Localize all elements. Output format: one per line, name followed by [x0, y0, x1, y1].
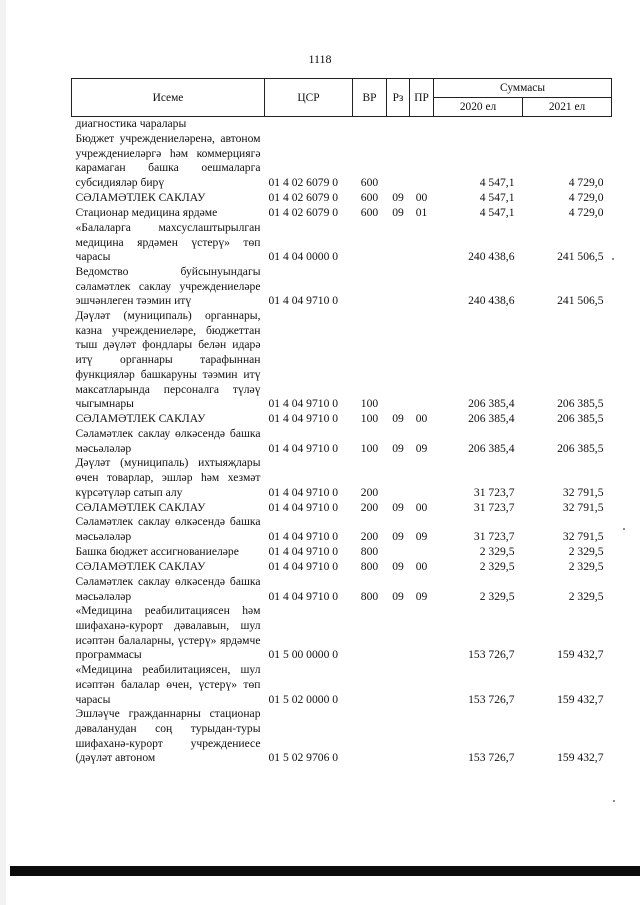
row-rz: [387, 663, 410, 707]
row-csr: 01 4 04 9710 0: [268, 589, 339, 603]
row-sum-2020: 31 723,7: [473, 500, 515, 514]
row-name: Сәламәтлек саклау өлкәсендә башка мәсьәләләр: [75, 426, 261, 455]
row-pr: 00: [415, 412, 428, 426]
scan-speck: [612, 258, 614, 260]
row-name: «Медицина реабилитациясен, шул исәптән балалар өчен, үстерү» төп чарасы: [75, 663, 261, 706]
row-sum-2020: 4 547,1: [479, 176, 515, 190]
row-sum-2021: 32 791,5: [562, 500, 604, 514]
row-csr: 01 4 04 0000 0: [268, 250, 339, 264]
row-pr: 09: [415, 589, 428, 603]
row-sum-2020: 153 726,7: [468, 751, 515, 765]
header-vr: ВР: [353, 79, 387, 117]
row-name: Бюджет учреждениеләренә, автоном учреждениеләргә һәм коммерциягә карамаган башка оешмаларга субсидияләр бирү: [75, 132, 261, 190]
row-name: Эшләүче гражданнарны стационар дәваланудан соң турыдан-туры шифаханә-курорт учреждениесе (дәүләт автоном: [75, 707, 261, 765]
row-sum-2020: 4 547,1: [479, 206, 515, 220]
table-row: [72, 707, 612, 766]
row-pr: 09: [415, 530, 428, 544]
row-csr: 01 4 04 9710 0: [268, 485, 339, 499]
row-vr: [353, 265, 387, 309]
row-sum-2020: 31 723,7: [473, 530, 515, 544]
row-csr: 01 4 04 9710 0: [268, 412, 339, 426]
row-vr: [353, 707, 387, 766]
row-sum-2021: 206 385,5: [557, 412, 604, 426]
table-row: [72, 191, 612, 206]
table-row: [72, 545, 612, 560]
row-sum-2021: 206 385,5: [557, 441, 604, 455]
row-csr: [265, 117, 353, 133]
row-csr: 01 5 02 0000 0: [268, 692, 339, 706]
row-name: «Балаларга махсуслаштырылган медицина ярдәмен үстерү» төп чарасы: [75, 220, 261, 264]
row-name: СӘЛАМӘТЛЕК САКЛАУ: [75, 191, 206, 205]
row-pr: 01: [415, 206, 428, 220]
row-name: «Медицина реабилитациясен һәм шифаханә-курорт дәвалавын, шул исәптән балаларны, үстерү» ярдәмче программасы: [75, 604, 261, 662]
row-rz: 09: [392, 191, 404, 205]
row-name: диагностика чаралары: [75, 117, 187, 131]
row-name: СӘЛАМӘТЛЕК САКЛАУ: [75, 500, 206, 514]
row-csr: 01 4 04 9710 0: [268, 560, 339, 574]
header-year-2021: 2021 ел: [523, 98, 612, 117]
row-vr: 100: [360, 441, 379, 455]
row-pr: [410, 604, 434, 663]
row-sum-2021: 2 329,5: [568, 545, 604, 559]
row-sum-2021: 159 432,7: [557, 692, 604, 706]
row-vr: 200: [360, 530, 379, 544]
row-sum-2020: 2 329,5: [479, 589, 515, 603]
row-sum-2020: [434, 117, 523, 133]
row-sum-2021: 4 729,0: [568, 176, 604, 190]
table-row: [72, 560, 612, 575]
table-row: [72, 412, 612, 427]
row-pr: [410, 545, 434, 560]
row-csr: 01 4 02 6079 0: [268, 191, 339, 205]
row-sum-2020: 206 385,4: [468, 397, 515, 411]
row-name: Стационар медицина ярдәме: [75, 206, 218, 220]
row-csr: 01 4 02 6079 0: [268, 206, 339, 220]
row-vr: 800: [360, 560, 379, 574]
table-row: [72, 456, 612, 500]
row-sum-2020: 153 726,7: [468, 692, 515, 706]
row-csr: 01 5 00 0000 0: [268, 648, 339, 662]
table-row: [72, 500, 612, 515]
row-name: Сәламәтлек саклау өлкәсендә башка мәсьәләләр: [75, 574, 261, 603]
page-number: 1118: [308, 52, 332, 66]
scan-speck: [613, 800, 615, 802]
row-name: Дәүләт (муниципаль) ихтыяҗлары өчен товарлар, эшләр һәм хезмәт күрсәтүләр сатып алу: [75, 456, 261, 499]
row-vr: 600: [360, 206, 379, 220]
row-sum-2020: 240 438,6: [468, 294, 515, 308]
row-rz: [387, 309, 410, 412]
row-sum-2020: 2 329,5: [479, 560, 515, 574]
scan-left-edge: [0, 0, 6, 905]
row-vr: 100: [360, 412, 379, 426]
header-rz: Рз: [387, 79, 410, 117]
row-sum-2020: 153 726,7: [468, 648, 515, 662]
row-rz: [387, 604, 410, 663]
table-row: [72, 515, 612, 544]
row-name: Башка бюджет ассигнованиеләре: [75, 545, 239, 559]
row-vr: [353, 221, 387, 265]
row-csr: 01 4 02 6079 0: [268, 176, 339, 190]
row-vr: [353, 117, 387, 133]
row-pr: [410, 265, 434, 309]
row-rz: 09: [392, 560, 404, 574]
header-sums: Суммасы: [434, 79, 612, 98]
table-row: [72, 221, 612, 265]
row-sum-2020: 4 547,1: [479, 191, 515, 205]
row-name: Ведомство буйсынуындагы сәламәтлек саклау учреждениеләре эшчәнлеген тәэмин итү: [75, 264, 261, 308]
row-vr: 800: [360, 545, 379, 559]
row-sum-2021: [523, 117, 612, 133]
header-pr: ПР: [410, 79, 434, 117]
header-year-2020: 2020 ел: [434, 98, 523, 117]
row-csr: 01 4 04 9710 0: [268, 500, 339, 514]
row-sum-2020: 206 385,4: [468, 441, 515, 455]
table-row: [72, 206, 612, 221]
row-vr: [353, 604, 387, 663]
row-sum-2021: 159 432,7: [557, 648, 604, 662]
scan-bottom-bar: [10, 866, 640, 876]
table-row: [72, 309, 612, 412]
budget-table: [71, 78, 612, 766]
table-row: [72, 575, 612, 604]
row-pr: [410, 707, 434, 766]
row-name: СӘЛАМӘТЛЕК САКЛАУ: [75, 412, 206, 426]
row-sum-2020: 2 329,5: [479, 545, 515, 559]
row-pr: [410, 663, 434, 707]
row-sum-2021: 206 385,5: [557, 397, 604, 411]
row-name: СӘЛАМӘТЛЕК САКЛАУ: [75, 560, 206, 574]
row-name: Дәүләт (муниципаль) органнары, казна учреждениеләре, бюджеттан тыш дәүләт фондлары белән идарә итү органнары тарафыннан функцияләр башкаруны тәэмин итү максатларында персоналга түләү чыгымнары: [75, 309, 261, 411]
row-sum-2020: 240 438,6: [468, 250, 515, 264]
row-sum-2021: 159 432,7: [557, 751, 604, 765]
row-sum-2021: 241 506,5: [557, 250, 604, 264]
row-vr: 100: [360, 397, 379, 411]
row-sum-2020: 31 723,7: [473, 485, 515, 499]
row-sum-2021: 2 329,5: [568, 560, 604, 574]
row-sum-2021: 32 791,5: [562, 530, 604, 544]
table-row: [72, 663, 612, 707]
row-pr: 09: [415, 441, 428, 455]
row-rz: 09: [392, 412, 404, 426]
row-rz: [387, 117, 410, 133]
row-vr: 200: [360, 500, 379, 514]
row-vr: 800: [360, 589, 379, 603]
row-csr: 01 5 02 9706 0: [268, 751, 339, 765]
row-pr: [410, 309, 434, 412]
row-pr: [410, 117, 434, 133]
row-vr: 600: [360, 191, 379, 205]
row-vr: 600: [360, 176, 379, 190]
row-rz: [387, 221, 410, 265]
table-body: [72, 117, 612, 767]
row-sum-2021: 32 791,5: [562, 485, 604, 499]
row-rz: 09: [392, 589, 404, 603]
row-rz: [387, 545, 410, 560]
header-csr: ЦСР: [265, 79, 353, 117]
header-name: Исеме: [72, 79, 265, 117]
row-sum-2021: 2 329,5: [568, 589, 604, 603]
row-name: Сәламәтлек саклау өлкәсендә башка мәсьәләләр: [75, 515, 261, 544]
row-csr: 01 4 04 9710 0: [268, 545, 339, 559]
table-row: [72, 265, 612, 309]
row-pr: [410, 132, 434, 191]
row-pr: [410, 221, 434, 265]
row-rz: [387, 265, 410, 309]
row-vr: [353, 663, 387, 707]
row-rz: 09: [392, 530, 404, 544]
row-csr: 01 4 04 9710 0: [268, 441, 339, 455]
row-csr: 01 4 04 9710 0: [268, 294, 339, 308]
row-csr: 01 4 04 9710 0: [268, 397, 339, 411]
row-sum-2020: 206 385,4: [468, 412, 515, 426]
row-pr: 00: [415, 500, 428, 514]
row-rz: 09: [392, 206, 404, 220]
table-row: [72, 117, 612, 133]
row-pr: [410, 456, 434, 500]
row-rz: [387, 132, 410, 191]
row-pr: 00: [415, 560, 428, 574]
row-vr: 200: [360, 485, 379, 499]
row-pr: 00: [415, 191, 428, 205]
row-csr: 01 4 04 9710 0: [268, 530, 339, 544]
row-rz: [387, 456, 410, 500]
row-sum-2021: 4 729,0: [568, 191, 604, 205]
row-rz: 09: [392, 441, 404, 455]
row-rz: [387, 707, 410, 766]
row-sum-2021: 4 729,0: [568, 206, 604, 220]
row-sum-2021: 241 506,5: [557, 294, 604, 308]
table-row: [72, 132, 612, 191]
table-row: [72, 604, 612, 663]
row-rz: 09: [392, 500, 404, 514]
table-row: [72, 427, 612, 456]
scan-speck: [623, 528, 625, 530]
